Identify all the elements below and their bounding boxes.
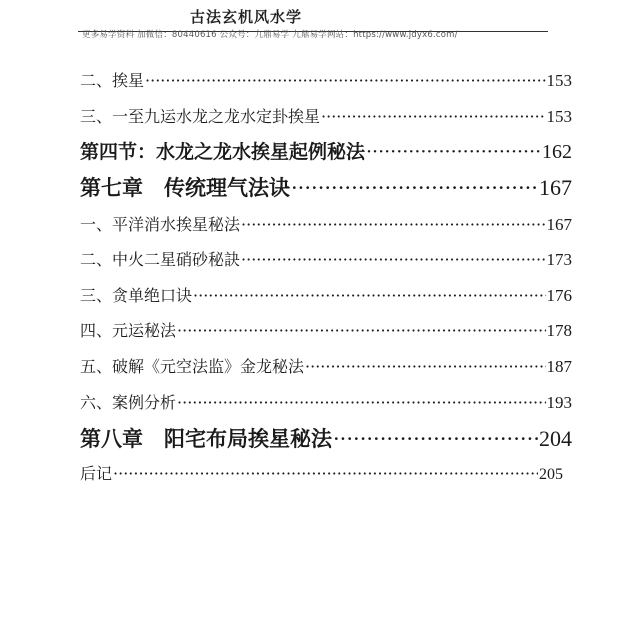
toc-page-number: 153 (546, 107, 572, 126)
toc-entry (80, 212, 572, 235)
toc-entry (80, 137, 572, 164)
toc-page-number: 167 (546, 215, 572, 234)
toc-page-number: 204 (539, 426, 572, 451)
toc-page-number: 162 (542, 141, 572, 163)
toc-dot-leader (305, 357, 545, 376)
toc-page-number: 153 (546, 71, 572, 90)
toc-dot-leader (145, 71, 545, 90)
toc-entry (80, 104, 572, 127)
toc-dot-leader (113, 464, 538, 483)
toc-dot-leader (321, 107, 545, 126)
toc-dot-leader (333, 427, 538, 451)
toc-page-number: 187 (546, 357, 572, 376)
toc-page-number: 193 (546, 393, 572, 412)
toc-page-number: 176 (546, 286, 572, 305)
toc-dot-leader (193, 286, 545, 305)
toc-entry-title: 四、元运秘法 (80, 321, 177, 340)
toc-page-number: 167 (539, 175, 572, 200)
toc-dot-leader (177, 321, 545, 340)
toc-entry-title: 三、贪单绝口诀 (80, 286, 193, 305)
toc-entry (80, 318, 572, 341)
toc-dot-leader (241, 215, 545, 234)
header-watermark-line: 更多易学资料 加微信：80440616 公众号：九鼎易学 九鼎易学网站：https://www.jdyx6.com/ (82, 30, 458, 40)
header-title: 古法玄机风水学 (190, 8, 303, 26)
toc-entry-title: 一、平洋消水挨星秘法 (80, 215, 241, 234)
toc-entry (80, 172, 572, 202)
toc-dot-leader (177, 393, 545, 412)
toc-entry (80, 283, 572, 306)
toc-entry-title: 第八章 阳宅布局挨星秘法 (80, 426, 332, 451)
toc-entry-title: 第四节：水龙之龙水挨星起例秘法 (80, 141, 366, 163)
toc-entry (80, 461, 563, 484)
toc-entry (80, 390, 572, 413)
toc-page-number: 205 (539, 466, 563, 483)
toc-entry-title: 二、挨星 (80, 71, 145, 90)
toc-entry-title: 二、中火二星硝砂秘訣 (80, 250, 241, 269)
toc-entry (80, 68, 572, 91)
toc-entry (80, 354, 572, 377)
toc-entry (80, 247, 572, 270)
toc-entry-title: 六、案例分析 (80, 393, 177, 412)
toc-dot-leader (366, 141, 541, 163)
toc-entry-title: 第七章 传统理气法诀 (80, 175, 290, 200)
toc-dot-leader (291, 176, 538, 200)
toc-entry-title: 五、破解《元空法监》金龙秘法 (80, 357, 305, 376)
toc-page-number: 173 (546, 250, 572, 269)
toc-entry-title: 三、一至九运水龙之龙水定卦挨星 (80, 107, 321, 126)
toc-page-number: 178 (546, 321, 572, 340)
toc-entry (80, 423, 572, 453)
toc-entry-title: 后记 (80, 464, 113, 483)
toc-dot-leader (241, 250, 545, 269)
